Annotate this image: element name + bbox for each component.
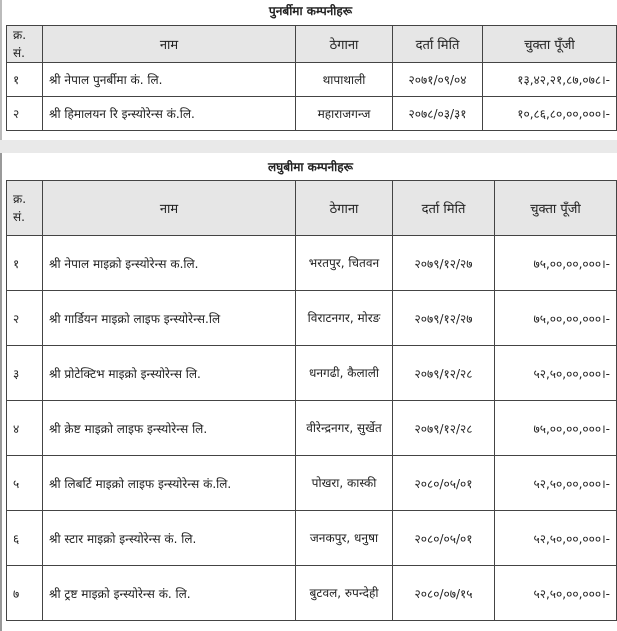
row-address: बुटवल, रुपन्देही <box>296 566 393 621</box>
row-name: श्री हिमालयन रि इन्स्योरेन्स कं.लि. <box>43 97 296 131</box>
row-date: २०८०/०५/०१ <box>393 456 495 511</box>
row-address: महाराजगन्ज <box>296 97 393 131</box>
microinsurance-section <box>0 153 617 631</box>
row-address: जनकपुर, धनुषा <box>296 511 393 566</box>
header-address: ठेगाना <box>296 26 393 63</box>
row-capital: ५२,५०,००,०००।- <box>495 511 617 566</box>
row-date: २०७९/१२/२८ <box>393 346 495 401</box>
row-capital: ७५,००,००,०००।- <box>495 401 617 456</box>
row-capital: १३,४२,२१,८७,०७८।- <box>483 63 617 97</box>
row-date: २०८०/०७/१५ <box>393 566 495 621</box>
table-header-row <box>7 181 617 236</box>
row-sn: १ <box>7 236 43 291</box>
row-name: श्री नेपाल पुनर्बीमा कं. लि. <box>43 63 296 97</box>
reinsurance-table <box>6 25 617 131</box>
row-sn: ४ <box>7 401 43 456</box>
table-row <box>7 97 617 131</box>
row-name: श्री नेपाल माइक्रो इन्स्योरेन्स क.लि. <box>43 236 296 291</box>
row-name: श्री ट्रष्ट माइक्रो इन्स्योरेन्स कं. लि. <box>43 566 296 621</box>
row-address: विराटनगर, मोरङ <box>296 291 393 346</box>
microinsurance-title: लघुबीमा कम्पनीहरू <box>268 160 353 174</box>
table-row <box>7 236 617 291</box>
section-divider <box>0 140 617 153</box>
row-date: २०७१/०९/०४ <box>393 63 483 97</box>
row-address: थापाथाली <box>296 63 393 97</box>
table-row <box>7 291 617 346</box>
row-date: २०७८/०३/३१ <box>393 97 483 131</box>
reinsurance-section <box>0 0 617 140</box>
row-name: श्री क्रेष्ट माइक्रो लाइफ इन्स्योरेन्स लि. <box>43 401 296 456</box>
table-row <box>7 511 617 566</box>
row-name: श्री गार्डियन माइक्रो लाइफ इन्स्योरेन्स.लि <box>43 291 296 346</box>
header-name: नाम <box>43 26 296 63</box>
row-sn: २ <box>7 291 43 346</box>
header-date: दर्ता मिति <box>393 181 495 236</box>
row-sn: ७ <box>7 566 43 621</box>
header-sn: क्र. सं. <box>7 181 43 236</box>
table-row <box>7 346 617 401</box>
table-row <box>7 566 617 621</box>
table-header-row <box>7 26 617 63</box>
header-sn: क्र. सं. <box>7 26 43 63</box>
row-name: श्री स्टार माइक्रो इन्स्योरेन्स कं. लि. <box>43 511 296 566</box>
row-capital: ५२,५०,००,०००।- <box>495 346 617 401</box>
table-row <box>7 401 617 456</box>
header-address: ठेगाना <box>296 181 393 236</box>
table-row <box>7 63 617 97</box>
row-sn: १ <box>7 63 43 97</box>
row-date: २०७९/१२/२८ <box>393 401 495 456</box>
row-date: २०७९/१२/२७ <box>393 291 495 346</box>
row-date: २०८०/०५/०१ <box>393 511 495 566</box>
row-sn: ३ <box>7 346 43 401</box>
row-capital: ५२,५०,००,०००।- <box>495 456 617 511</box>
row-sn: ६ <box>7 511 43 566</box>
header-name: नाम <box>43 181 296 236</box>
row-capital: ५२,५०,००,०००।- <box>495 566 617 621</box>
row-address: पोखरा, कास्की <box>296 456 393 511</box>
header-date: दर्ता मिति <box>393 26 483 63</box>
microinsurance-table <box>6 180 617 621</box>
row-date: २०७९/१२/२७ <box>393 236 495 291</box>
row-address: वीरेन्द्रनगर, सुर्खेत <box>296 401 393 456</box>
row-capital: ७५,००,००,०००।- <box>495 236 617 291</box>
header-capital: चुक्ता पूँजी <box>495 181 617 236</box>
reinsurance-title: पुनर्बीमा कम्पनीहरू <box>268 4 353 18</box>
header-capital: चुक्ता पूँजी <box>483 26 617 63</box>
row-sn: ५ <box>7 456 43 511</box>
table-row <box>7 456 617 511</box>
row-name: श्री प्रोटेक्टिभ माइक्रो इन्स्योरेन्स लि. <box>43 346 296 401</box>
row-address: भरतपुर, चितवन <box>296 236 393 291</box>
row-capital: ७५,००,००,०००।- <box>495 291 617 346</box>
row-capital: १०,८६,८०,००,०००।- <box>483 97 617 131</box>
row-name: श्री लिबर्टि माइक्रो लाइफ इन्स्योरेन्स कं.लि. <box>43 456 296 511</box>
row-sn: २ <box>7 97 43 131</box>
row-address: धनगढी, कैलाली <box>296 346 393 401</box>
